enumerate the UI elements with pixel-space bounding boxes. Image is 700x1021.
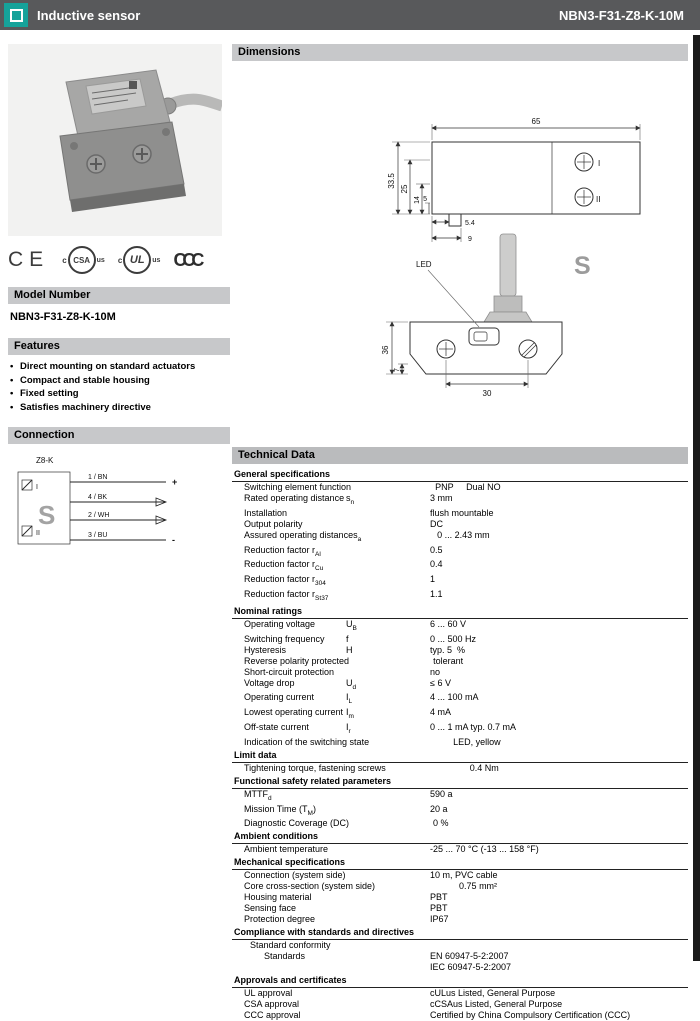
row-label: CCC approval: [244, 1010, 301, 1021]
brand-cube-icon: [4, 3, 28, 27]
row-label: Core cross-section (system side): [244, 881, 376, 892]
row-value: cCSAus Listed, General Purpose: [430, 999, 563, 1010]
row-symbol: $s_a$: [353, 529, 362, 543]
table-row: [232, 763, 688, 774]
row-label: Indication of the switching state: [244, 736, 370, 747]
dim-9: 9: [468, 236, 472, 243]
features-section-header: Features: [8, 338, 230, 355]
row-label: Tightening torque, fastening screws: [244, 762, 386, 773]
row-symbol: f: [346, 633, 349, 644]
dimension-drawing: [232, 66, 688, 444]
row-symbol: [346, 667, 430, 678]
row-symbol: [346, 892, 430, 903]
row-value: 1.1: [430, 588, 443, 599]
row-value: -25 ... 70 °C (-13 ... 158 °F): [430, 844, 539, 855]
table-row: [232, 892, 688, 903]
table-row: [232, 482, 688, 493]
front-channel-2: II: [596, 195, 601, 204]
row-label: Housing material: [244, 892, 312, 903]
header-model-number: NBN3-F31-Z8-K-10M: [559, 7, 684, 23]
wire-bk: [70, 494, 166, 506]
table-row: [232, 737, 688, 748]
table-row: [232, 692, 688, 707]
row-value: cULus Listed, General Purpose: [430, 988, 556, 999]
table-row: [232, 789, 688, 804]
front-channel-1: I: [598, 159, 601, 168]
row-value: flush mountable: [430, 507, 494, 518]
channel-2-label: II: [36, 530, 40, 537]
row-label: Reduction factor $r_{304}$: [244, 574, 326, 587]
dim-36: 36: [381, 345, 390, 355]
table-subsection-header: Standard conformity: [250, 940, 331, 951]
row-symbol: [386, 763, 470, 774]
table-row: [232, 844, 688, 855]
row-value: 0 ... 2.43 mm: [437, 529, 490, 540]
wire-wh-label: 2 / WH: [88, 512, 110, 519]
row-value: no: [430, 666, 441, 677]
table-row: [232, 804, 688, 819]
row-value: 0.75 mm²: [459, 881, 498, 892]
table-row: [232, 530, 688, 545]
table-row: [232, 667, 688, 678]
dim-5-4: 5.4: [465, 220, 475, 227]
table-row: [232, 988, 688, 999]
top-header-bar: [0, 0, 700, 30]
row-label: UL approval: [244, 988, 293, 999]
row-symbol: [375, 881, 459, 892]
row-symbol: [346, 914, 430, 925]
row-symbol: [349, 656, 433, 667]
row-symbol: [346, 508, 430, 519]
row-label: Protection degree: [244, 914, 316, 925]
row-label: Reverse polarity protected: [244, 655, 350, 666]
row-value: LED, yellow: [453, 736, 501, 747]
wire-bn-label: 1 / BN: [88, 474, 108, 481]
table-section-header: Nominal ratings: [232, 606, 688, 619]
table-row: [232, 559, 688, 574]
table-section-header: General specifications: [232, 469, 688, 482]
row-symbol: [346, 789, 430, 804]
row-label: Standards: [264, 951, 306, 962]
table-section-header: Compliance with standards and directives: [232, 927, 688, 940]
table-row: [232, 881, 688, 892]
row-symbol: [346, 844, 430, 855]
row-symbol: [369, 737, 453, 748]
sensor-symbol: [18, 472, 70, 544]
row-symbol: [346, 559, 430, 574]
row-value: 4 ... 100 mA: [430, 692, 479, 703]
table-section-header: Limit data: [232, 750, 688, 763]
wire-bu: [70, 532, 175, 545]
row-label: Operating voltage: [244, 618, 316, 629]
row-value: 4 mA: [430, 707, 452, 718]
row-label: Ambient temperature: [244, 844, 329, 855]
row-label: Mission Time $(T_M)$: [244, 803, 316, 817]
row-symbol: $U_B$: [346, 618, 357, 632]
row-symbol: [346, 589, 430, 604]
row-label: Reduction factor $r_{Cu}$: [244, 559, 324, 573]
wire-bu-label: 3 / BU: [88, 532, 108, 539]
technical-data-table: [232, 467, 688, 1021]
csa-circle: CSA: [68, 246, 96, 274]
table-row: [232, 951, 688, 973]
table-row: [232, 545, 688, 560]
technical-data-section-header: Technical Data: [232, 447, 688, 464]
row-label: $MTTF_d$: [244, 788, 272, 802]
dim-33-5: 33.5: [387, 173, 396, 189]
led-label: LED: [416, 260, 432, 269]
row-value: 6 ... 60 V: [430, 618, 467, 629]
wire-bu-sign: -: [172, 535, 175, 545]
ul-us-indicator: us: [152, 256, 161, 264]
row-value: 20 a: [430, 803, 448, 814]
table-row: [232, 903, 688, 914]
row-label: CSA approval: [244, 999, 300, 1010]
brand-cube-inner: [10, 9, 23, 22]
row-label: Hysteresis: [244, 644, 287, 655]
wire-bn-sign: +: [172, 477, 178, 487]
row-value: 0 ... 500 Hz: [430, 633, 477, 644]
table-row: [232, 574, 688, 589]
table-section-header: Approvals and certificates: [232, 975, 688, 988]
row-label: Reduction factor $r_{Al}$: [244, 544, 321, 558]
row-symbol: [346, 545, 430, 560]
table-section-header: Mechanical specifications: [232, 857, 688, 870]
ul-canada-indicator: c: [117, 255, 123, 265]
row-value: 0.5: [430, 544, 443, 555]
row-symbol: [346, 870, 430, 881]
row-value: 10 m, PVC cable: [430, 870, 498, 881]
front-view: [387, 117, 640, 243]
table-row: [232, 678, 688, 693]
sensing-face-s-label: S: [574, 252, 591, 280]
page-edge-strip: [693, 35, 700, 961]
row-symbol: H: [346, 644, 353, 655]
row-symbol: [346, 804, 430, 819]
wire-wh: [70, 512, 166, 524]
dim-7: 7: [394, 368, 401, 372]
row-label: Installation: [244, 507, 288, 518]
dimensions-section-header: Dimensions: [232, 44, 688, 61]
dim-65: 65: [531, 117, 541, 126]
row-value: PBT: [430, 903, 448, 914]
dim-30: 30: [482, 389, 492, 398]
side-view: [381, 234, 591, 398]
row-label: Operating current: [244, 692, 315, 703]
row-value: 0 %: [433, 818, 449, 829]
feature-item: • Satisfies machinery directive: [8, 401, 230, 415]
row-symbol: $U_d$: [346, 677, 357, 691]
ccc-mark-icon: CCC: [173, 249, 201, 270]
table-row: [232, 519, 688, 530]
row-value: PBT: [430, 892, 448, 903]
row-value: Certified by China Compulsory Certification (CCC): [430, 1010, 631, 1021]
row-label: Voltage drop: [244, 677, 295, 688]
table-row: [232, 722, 688, 737]
row-symbol: [346, 1010, 430, 1021]
row-value: 0.4: [430, 559, 443, 570]
row-value: 3 mm: [430, 493, 453, 503]
row-label: Switching element function: [244, 482, 352, 492]
connection-variant-label: Z8-K: [36, 456, 54, 465]
wire-bn: [70, 474, 177, 487]
dim-5: 5: [423, 196, 427, 203]
table-row: [232, 1010, 688, 1021]
row-label: Rated operating distance: [244, 493, 345, 503]
dim-25: 25: [400, 184, 409, 194]
row-symbol: [346, 903, 430, 914]
row-label: Switching frequency: [244, 633, 325, 644]
row-value: 590 a: [430, 788, 453, 799]
ul-mark-icon: [118, 246, 161, 274]
ce-mark-icon: CE: [8, 248, 50, 271]
dim-14: 14: [414, 196, 421, 204]
row-symbol: [346, 988, 430, 999]
row-value: PNP Dual NO: [435, 482, 501, 492]
row-label: Diagnostic Coverage (DC): [244, 818, 350, 829]
row-label: Short-circuit protection: [244, 666, 335, 677]
row-symbol: $I_m$: [346, 707, 354, 720]
row-symbol: [346, 574, 430, 589]
model-number-section-header: Model Number: [8, 287, 230, 304]
row-symbol: $I_r$: [346, 721, 351, 735]
features-list: [8, 360, 230, 414]
table-row: [232, 656, 688, 667]
row-value: 0 ... 1 mA typ. 0.7 mA: [430, 721, 517, 732]
connection-section-header: Connection: [8, 427, 230, 444]
ul-circle: UL: [123, 246, 151, 274]
product-photo: [8, 44, 222, 236]
feature-item: • Fixed setting: [8, 387, 230, 401]
product-type-title: Inductive sensor: [37, 7, 141, 23]
connection-diagram: [8, 452, 230, 564]
row-value: ≤ 6 V: [430, 677, 451, 688]
row-label: Assured operating distance: [244, 529, 354, 540]
table-row: [232, 707, 688, 722]
csa-us-indicator: us: [96, 256, 105, 264]
channel-1-label: I: [36, 484, 38, 491]
table-row: [232, 870, 688, 881]
table-row: [232, 914, 688, 925]
csa-mark-icon: [62, 246, 105, 274]
sensor-symbol-s: S: [38, 500, 56, 530]
row-value: 1: [430, 574, 436, 585]
row-value: typ. 5 %: [430, 644, 466, 655]
row-label: Off-state current: [244, 721, 309, 732]
row-value: IP67: [430, 914, 449, 925]
certification-logos: [8, 240, 222, 280]
wire-bk-label: 4 / BK: [88, 494, 108, 501]
table-row: [232, 645, 688, 656]
model-number-value: NBN3-F31-Z8-K-10M: [10, 311, 116, 323]
row-label: Connection (system side): [244, 870, 346, 881]
table-row: [232, 818, 688, 829]
table-row: [232, 999, 688, 1010]
row-label: Sensing face: [244, 903, 297, 914]
row-symbol: [376, 951, 430, 973]
row-value: DC: [430, 518, 443, 529]
feature-item: • Compact and stable housing: [8, 374, 230, 388]
table-section-header: Functional safety related parameters: [232, 776, 688, 789]
table-section-header: Ambient conditions: [232, 831, 688, 844]
row-symbol: [349, 818, 433, 829]
table-row: [232, 619, 688, 634]
row-label: Output polarity: [244, 518, 303, 529]
row-symbol: $s_n$: [346, 493, 355, 506]
table-row: [232, 508, 688, 519]
row-label: Reduction factor $r_{St37}$: [244, 588, 329, 602]
row-symbol: $I_L$: [346, 692, 353, 706]
row-value: 0.4 Nm: [469, 762, 499, 773]
table-row: [232, 634, 688, 645]
table-row: [232, 493, 688, 508]
product-photo-image: [8, 44, 222, 236]
row-symbol: [346, 999, 430, 1010]
feature-item: • Direct mounting on standard actuators: [8, 360, 230, 374]
row-symbol: [346, 519, 430, 530]
row-label: Lowest operating current: [244, 707, 344, 718]
row-symbol: [351, 482, 435, 493]
csa-canada-indicator: c: [62, 255, 67, 265]
row-value: EN 60947-5-2:2007 IEC 60947-5-2:2007: [430, 951, 512, 973]
table-row: [232, 589, 688, 604]
row-value: tolerant: [433, 655, 464, 666]
